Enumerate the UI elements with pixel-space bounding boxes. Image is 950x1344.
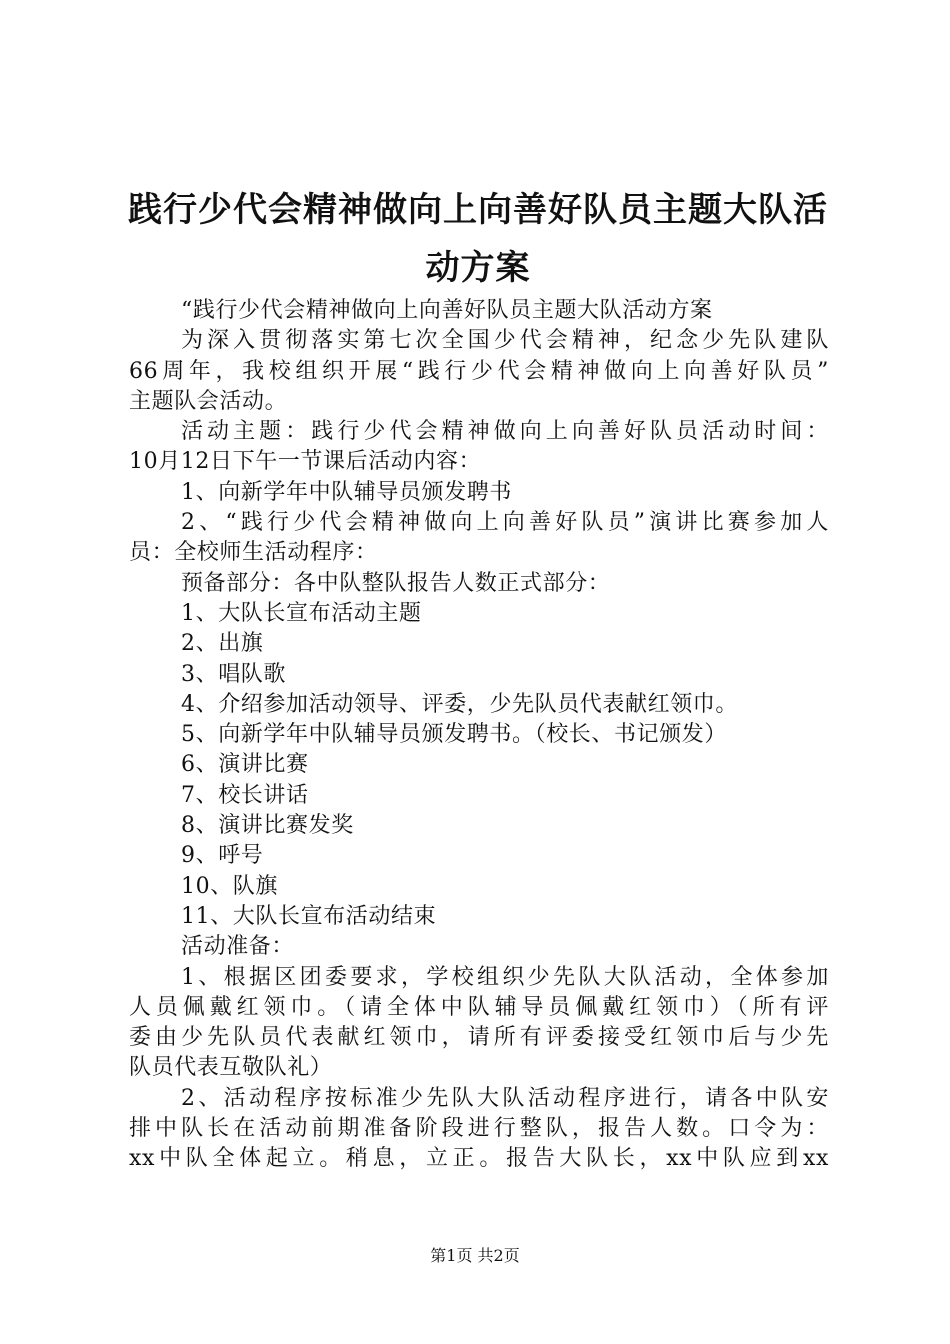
paragraph-line: 10月12日下午一节课后活动内容： (129, 449, 482, 475)
document-title-line-2: 动方案 (425, 248, 531, 288)
section-heading: 活动准备： (181, 934, 295, 960)
page-footer: 第1页 共2页 (430, 1246, 520, 1265)
paragraph-line: 1、根据区团委要求，学校组织少先队大队活动，全体参加 (181, 964, 829, 990)
paragraph-line: 主题队会活动。 (129, 388, 288, 414)
paragraph-line: 2、活动程序按标准少先队大队活动程序进行，请各中队安 (181, 1085, 829, 1111)
list-item: 10、队旗 (181, 873, 278, 899)
list-item: 2、“践行少代会精神做向上向善好队员”演讲比赛参加人 (181, 510, 829, 536)
document-title-line-1: 践行少代会精神做向上向善好队员主题大队活 (128, 190, 828, 230)
list-item: 11、大队长宣布活动结束 (181, 903, 437, 929)
paragraph-line: 员：全校师生活动程序： (129, 540, 378, 566)
list-item: 2、出旗 (181, 631, 264, 657)
list-item: 8、演讲比赛发奖 (181, 813, 354, 839)
list-item: 7、校长讲话 (181, 782, 309, 808)
list-item: 5、向新学年中队辅导员颁发聘书。（校长、书记颁发） (181, 722, 727, 748)
paragraph-line: 为深入贯彻落实第七次全国少代会精神，纪念少先队建队 (181, 328, 829, 354)
document-body (129, 296, 829, 1175)
list-item: 3、唱队歌 (181, 661, 286, 687)
paragraph-line: 人员佩戴红领巾。（请全体中队辅导员佩戴红领巾）（所有评 (129, 994, 829, 1020)
paragraph-line: 活动主题：践行少代会精神做向上向善好队员活动时间： (181, 419, 829, 445)
paragraph-line: 排中队长在活动前期准备阶段进行整队，报告人数。口令为： (129, 1116, 829, 1142)
paragraph-line: 队员代表互敬队礼） (129, 1055, 333, 1081)
paragraph-line: “践行少代会精神做向上向善好队员主题大队活动方案 (181, 298, 713, 323)
list-item: 1、向新学年中队辅导员颁发聘书 (181, 479, 512, 505)
list-item: 1、大队长宣布活动主题 (181, 600, 422, 626)
paragraph-line: xx中队全体起立。稍息，立正。报告大队长，xx中队应到xx (129, 1146, 829, 1172)
list-item: 6、演讲比赛 (181, 752, 309, 778)
paragraph-line: 预备部分：各中队整队报告人数正式部分： (181, 570, 611, 596)
list-item: 9、呼号 (181, 843, 264, 869)
paragraph-line: 委由少先队员代表献红领巾，请所有评委接受红领巾后与少先 (129, 1025, 829, 1051)
list-item: 4、介绍参加活动领导、评委，少先队员代表献红领巾。 (181, 691, 738, 717)
paragraph-line: 66周年，我校组织开展“践行少代会精神做向上向善好队员” (129, 358, 829, 384)
